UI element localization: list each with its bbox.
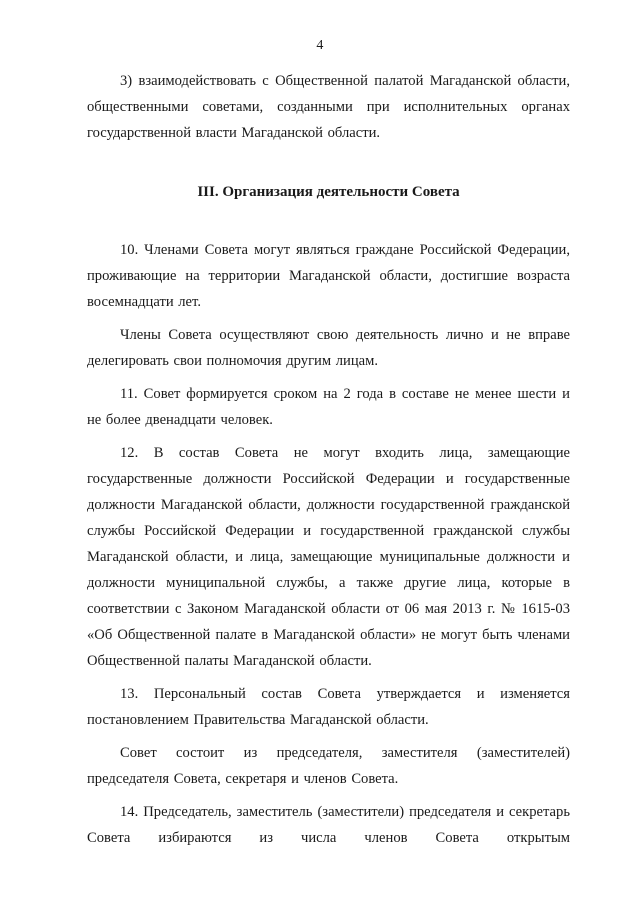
paragraph-13-continued: Совет состоит из председателя, заместителя (заместителей) председателя Совета, секретаря и членов Совета. <box>87 745 570 787</box>
paragraph-item-3: 3) взаимодействовать с Общественной палатой Магаданской области, общественными советами, созданными при исполнительных органах государственной власти Магаданской области. <box>87 73 570 141</box>
paragraph-12: 12. В состав Совета не могут входить лица, замещающие государственные должности Российской Федерации и государственные должности Магаданской области, должности государственной гражданской службы Российской Федерации и государственной гражданской службы Магаданской области, и лица, замещающие муниципальные должности и должности муниципальной службы, а также другие лица, которые в соответствии с Законом Магаданской области от 06 мая 2013 г. № 1615-03 «Об Общественной палате в Магаданской области» не могут быть членами Общественной палаты Магаданской области. <box>87 445 570 669</box>
section-heading: III. Организация деятельности Совета <box>197 184 460 200</box>
paragraph-10: 10. Членами Совета могут являться граждане Российской Федерации, проживающие на территории Магаданской области, достигшие возраста восемнадцати лет. <box>87 242 570 310</box>
paragraph-13: 13. Персональный состав Совета утверждается и изменяется постановлением Правительства Магаданской области. <box>87 686 570 728</box>
paragraph-10-continued: Члены Совета осуществляют свою деятельность лично и не вправе делегировать свои полномочия другим лицам. <box>87 327 570 369</box>
document-body <box>87 68 570 851</box>
page-number: 4 <box>316 38 324 53</box>
paragraph-14: 14. Председатель, заместитель (заместители) председателя и секретарь Совета избираются из числа членов Совета открытым <box>87 804 570 846</box>
paragraph-11: 11. Совет формируется сроком на 2 года в составе не менее шести и не более двенадцати человек. <box>87 386 570 428</box>
